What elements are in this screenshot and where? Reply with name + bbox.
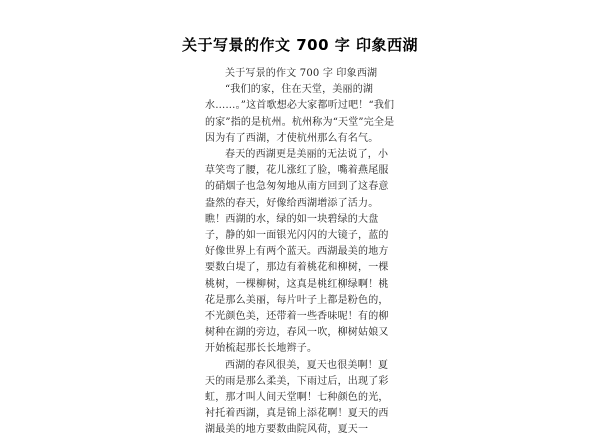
- paragraph: 关于写景的作文 700 字 印象西湖: [225, 68, 378, 79]
- document-title: 关于写景的作文 700 字 印象西湖: [182, 36, 418, 54]
- paragraph: 春天的西湖更是美丽的无法说了，小草笑弯了腰，花儿涨红了脸，嘴着燕尾服的硝烟子也急匆匆地从南方回到了这春意盎然的春天，好像给西湖增添了活力。瞧！西湖的水，绿的如一块碧绿的大盘子，静的如一面银光闪闪的大镜子，蓝的好像世界上有两个蓝天。西湖最美的地方要数白堤了，那边有着桃花和柳树，一棵桃树，一棵柳树，这真是桃红柳绿啊！桃花是那么美丽，每片叶子上都是粉色的，不光颜色美，还带着一些香味呢！有的柳树种在湖的旁边，春风一吹，柳树姑娘又开始梳起那长长地辫子。: [205, 149, 389, 355]
- paragraph: “我们的家，住在天堂，美丽的湖水……。”这首歌想必大家都听过吧！“我们的家”指的是杭州。杭州称为“天堂”完全是因为有了西湖，才使杭州那么有名气。: [205, 84, 395, 144]
- document-body: [205, 66, 397, 439]
- paragraph: 西湖的春风很美，夏天也很美啊！夏天的雨是那么柔美，下雨过后，出现了彩虹，那才叫人间天堂啊！七种颜色的光，衬托着西湖，真是锦上添花啊！夏天的西湖最美的地方要数曲院风荷，夏天一: [205, 359, 389, 436]
